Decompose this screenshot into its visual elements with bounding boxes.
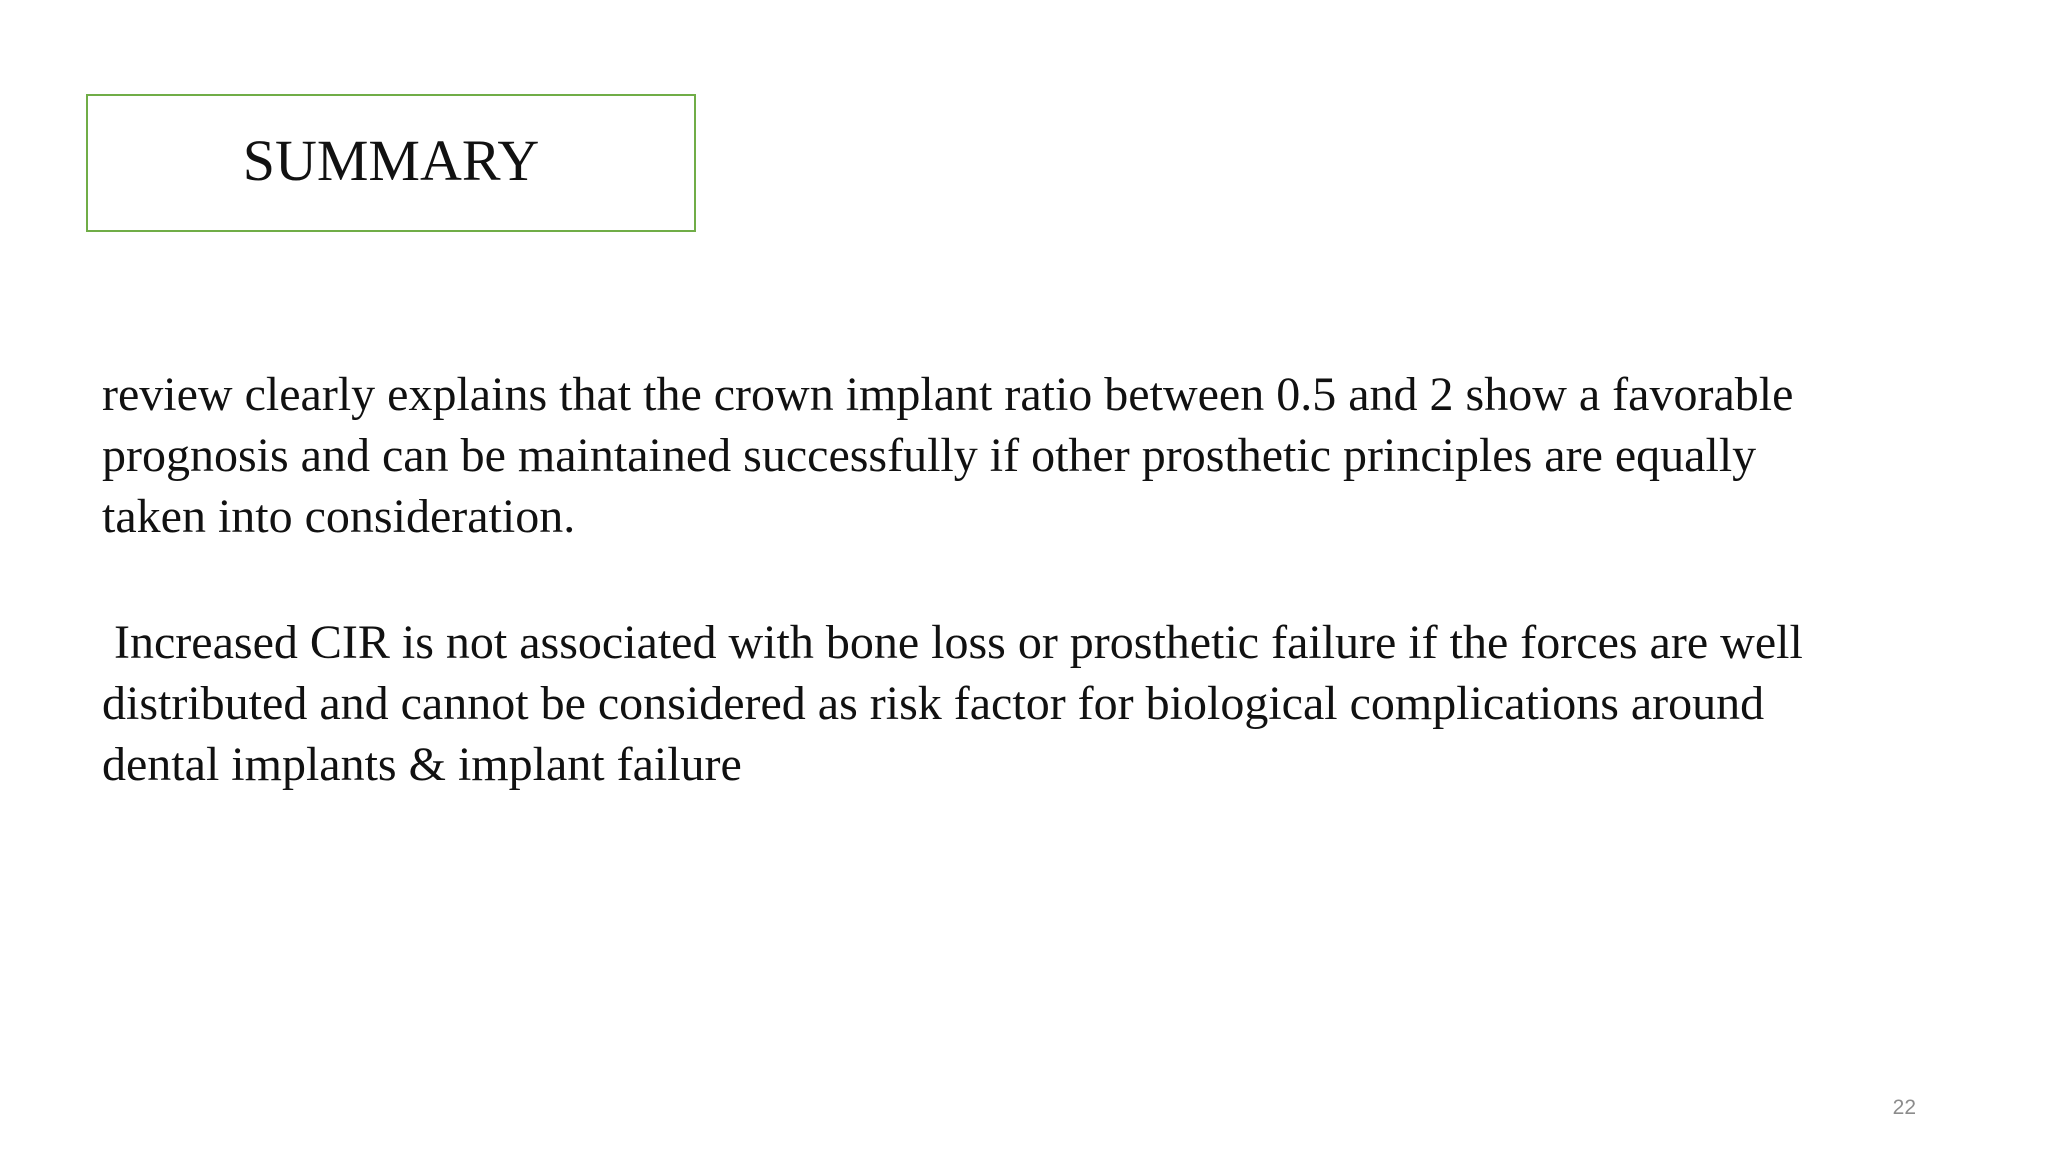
paragraph-line: prognosis and can be maintained successfully if other prosthetic principles are equally bbox=[102, 429, 1757, 482]
summary-paragraph-1 bbox=[102, 364, 2002, 547]
page-number: 22 bbox=[1892, 1096, 1916, 1119]
paragraph-line: review clearly explains that the crown implant ratio between 0.5 and 2 show a favorable bbox=[102, 368, 1794, 421]
paragraph-line: taken into consideration. bbox=[102, 490, 576, 543]
paragraph-line: distributed and cannot be considered as risk factor for biological complications around bbox=[102, 677, 1765, 730]
paragraph-line: Increased CIR is not associated with bone loss or prosthetic failure if the forces are well bbox=[102, 616, 1803, 669]
paragraph-line: dental implants & implant failure bbox=[102, 738, 742, 791]
slide-title: SUMMARY bbox=[242, 128, 540, 193]
summary-paragraph-2 bbox=[102, 612, 2002, 795]
title-box bbox=[86, 94, 696, 232]
